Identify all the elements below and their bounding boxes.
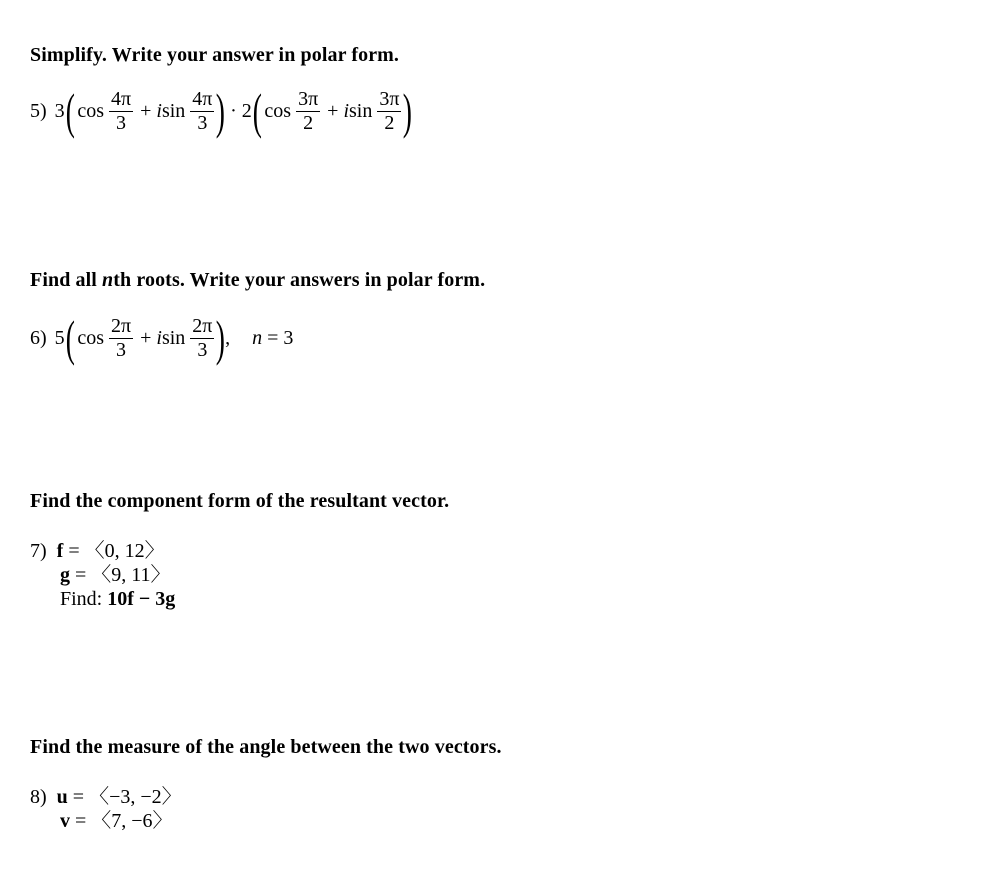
heading-nth-roots (30, 269, 485, 292)
sin-function: sin (161, 99, 186, 122)
denominator: 3 (197, 111, 208, 134)
fraction (190, 89, 214, 134)
denominator: 3 (116, 338, 127, 361)
left-paren: ( (65, 310, 75, 366)
right-paren: ) (403, 83, 413, 139)
fraction (109, 316, 133, 361)
problem-7 (30, 539, 175, 611)
heading-resultant-vector: Find the component form of the resultant vector. (30, 490, 450, 512)
cos-function: cos (77, 326, 104, 349)
coefficient: 3 (54, 99, 65, 122)
problem-number: 6) (30, 326, 47, 349)
problem-number: 7) (30, 540, 47, 562)
line-f (30, 539, 175, 563)
vector-u: u (56, 786, 68, 808)
problem-6 (30, 310, 294, 366)
vector-u-value: = 〈−3, −2〉 (72, 786, 182, 808)
coefficient: 2 (241, 99, 252, 122)
plus: + (327, 99, 339, 122)
dot-operator: · (230, 99, 237, 122)
fraction (109, 89, 133, 134)
vector-v-value: = 〈7, −6〉 (75, 810, 173, 832)
numerator: 2π (111, 314, 132, 337)
comma: , (225, 326, 231, 349)
imaginary-unit: i (343, 99, 350, 122)
n-equals: = 3 (267, 326, 294, 349)
numerator: 3π (379, 87, 400, 110)
problem-number: 8) (30, 786, 47, 808)
cos-function: cos (77, 99, 104, 122)
coefficient: 5 (54, 326, 65, 349)
problem-5 (30, 83, 413, 139)
line-u (30, 785, 182, 809)
plus: + (140, 326, 152, 349)
vector-f-value: = 〈0, 12〉 (68, 540, 165, 562)
denominator: 2 (384, 111, 395, 134)
numerator: 4π (111, 87, 132, 110)
vector-g: g (60, 564, 70, 586)
fraction (190, 316, 214, 361)
numerator: 4π (192, 87, 213, 110)
heading-angle-between: Find the measure of the angle between the two vectors. (30, 736, 502, 758)
left-paren: ( (252, 83, 262, 139)
fraction (377, 89, 401, 134)
heading-part: Find all (30, 269, 103, 291)
sin-function: sin (161, 326, 186, 349)
line-find (30, 587, 175, 611)
line-v (30, 809, 182, 833)
denominator: 2 (303, 111, 314, 134)
cos-function: cos (264, 99, 292, 122)
sin-function: sin (349, 99, 373, 122)
numerator: 3π (298, 87, 319, 110)
heading-part: th roots. Write your answers in polar form. (113, 269, 486, 291)
left-paren: ( (65, 83, 75, 139)
vector-v: v (60, 810, 70, 832)
right-paren: ) (216, 310, 226, 366)
heading-polar-form: Simplify. Write your answer in polar form. (30, 44, 400, 66)
find-label: Find: (60, 588, 108, 610)
heading-n: n (102, 269, 114, 291)
denominator: 3 (197, 338, 208, 361)
fraction (296, 89, 320, 134)
find-expression: 10f − 3g (107, 588, 176, 610)
problem-number: 5) (30, 99, 47, 122)
vector-f: f (56, 540, 64, 562)
plus: + (140, 99, 152, 122)
problem-8 (30, 785, 182, 833)
right-paren: ) (216, 83, 226, 139)
line-g (30, 563, 175, 587)
imaginary-unit: i (156, 99, 162, 122)
n-variable: n (252, 326, 263, 349)
vector-g-value: = 〈9, 11〉 (75, 564, 171, 586)
denominator: 3 (116, 111, 127, 134)
imaginary-unit: i (156, 326, 162, 349)
numerator: 2π (192, 314, 213, 337)
